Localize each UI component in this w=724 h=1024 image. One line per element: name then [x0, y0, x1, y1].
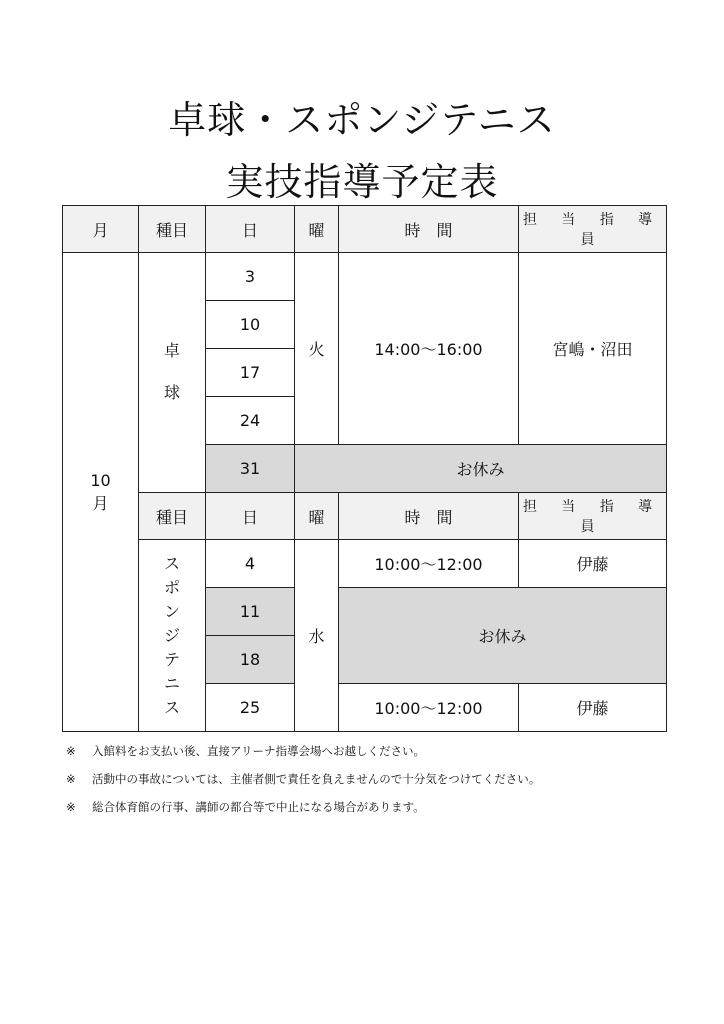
date-cell: 18: [206, 636, 295, 684]
weekday-sponge-tennis: 水: [295, 540, 339, 732]
time-table-tennis: 14:00〜16:00: [339, 253, 519, 445]
note-mark: ※: [66, 772, 76, 787]
table-row: [63, 253, 667, 301]
table-row: [63, 540, 667, 588]
instructor-cell: 伊藤: [519, 684, 667, 732]
schedule-table: [62, 205, 667, 732]
header-time: 時 間: [339, 493, 519, 540]
notes-list: [66, 738, 540, 822]
date-cell: 17: [206, 349, 295, 397]
header-instructor: 担 当 指 導 員: [519, 493, 667, 540]
note-item: [66, 738, 540, 766]
date-cell: 10: [206, 301, 295, 349]
header-type: 種目: [139, 493, 206, 540]
header-instructor: 担 当 指 導 員: [519, 206, 667, 253]
note-text: 活動中の事故については、主催者側で責任を負えませんので十分気をつけてください。: [92, 772, 541, 787]
header-row-table-tennis: [63, 206, 667, 253]
note-mark: ※: [66, 744, 76, 759]
closed-cell: お休み: [339, 588, 667, 684]
type-sponge-tennis: ス ポ ン ジ テ ニ ス: [139, 540, 206, 732]
header-month: 月: [63, 206, 139, 253]
header-day: 日: [206, 206, 295, 253]
header-weekday: 曜: [295, 206, 339, 253]
date-cell: 3: [206, 253, 295, 301]
closed-cell: お休み: [295, 445, 667, 493]
weekday-table-tennis: 火: [295, 253, 339, 445]
header-row-sponge-tennis: [63, 493, 667, 540]
title-line-1: 卓球・スポンジテニス: [168, 98, 556, 142]
month-label: 10 月: [63, 253, 139, 732]
instructor-table-tennis: 宮嶋・沼田: [519, 253, 667, 445]
note-mark: ※: [66, 800, 76, 815]
date-cell: 11: [206, 588, 295, 636]
header-weekday: 曜: [295, 493, 339, 540]
title-line-2: 実技指導予定表: [225, 160, 499, 204]
instructor-cell: 伊藤: [519, 540, 667, 588]
header-time: 時 間: [339, 206, 519, 253]
date-cell: 25: [206, 684, 295, 732]
note-item: [66, 766, 540, 794]
type-table-tennis: 卓 球: [139, 253, 206, 493]
time-cell: 10:00〜12:00: [339, 684, 519, 732]
date-cell: 31: [206, 445, 295, 493]
date-cell: 4: [206, 540, 295, 588]
note-text: 総合体育館の行事、講師の都合等で中止になる場合があります。: [92, 800, 425, 815]
time-cell: 10:00〜12:00: [339, 540, 519, 588]
header-type: 種目: [139, 206, 206, 253]
date-cell: 24: [206, 397, 295, 445]
note-text: 入館料をお支払い後、直接アリーナ指導会場へお越しください。: [92, 744, 426, 759]
note-item: [66, 794, 540, 822]
header-day: 日: [206, 493, 295, 540]
